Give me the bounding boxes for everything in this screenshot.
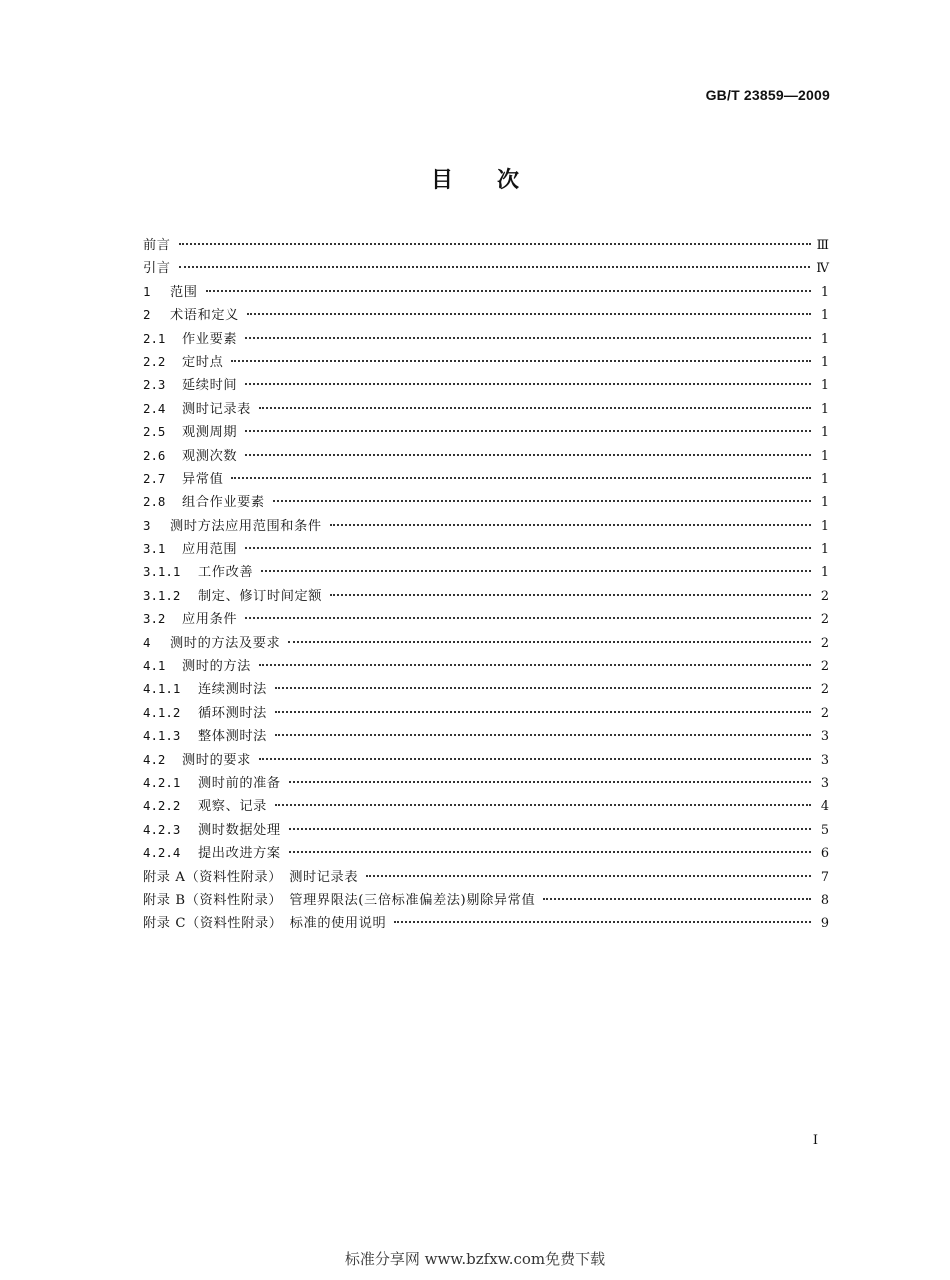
toc-entry[interactable] — [143, 678, 829, 701]
toc-entry[interactable] — [143, 632, 829, 655]
dot-leader — [275, 711, 811, 713]
toc-entry[interactable] — [143, 445, 829, 468]
toc-entry-label: 观测周期 — [182, 425, 238, 441]
dot-leader — [289, 781, 811, 783]
toc-entry-page: 1 — [820, 401, 829, 417]
dot-leader — [289, 828, 811, 830]
toc-entry-number: 3 — [143, 517, 151, 533]
dot-leader — [179, 243, 811, 245]
toc-entry-label: 定时点 — [182, 354, 224, 370]
toc-entry-page: 3 — [820, 752, 829, 768]
toc-entry[interactable] — [143, 515, 829, 538]
dot-leader — [206, 290, 811, 292]
dot-leader — [273, 500, 811, 502]
toc-entry-label: 连续测时法 — [198, 682, 267, 698]
toc-entry-number: 1 — [143, 283, 151, 299]
toc-entry-number: 4.1 — [143, 658, 166, 674]
toc-entry-page: 1 — [820, 284, 829, 300]
dot-leader — [259, 664, 811, 666]
toc-entry-page: 2 — [820, 682, 829, 698]
toc-entry-label: 制定、修订时间定额 — [198, 588, 323, 604]
toc-entry[interactable] — [143, 866, 829, 889]
toc-entry[interactable] — [143, 281, 829, 304]
toc-entry-page: 1 — [820, 425, 829, 441]
toc-entry-number: 4.2.1 — [143, 774, 181, 790]
toc-entry-label: 应用条件 — [182, 612, 238, 628]
dot-leader — [366, 875, 811, 877]
toc-entry-label: 测时的方法及要求 — [170, 635, 281, 651]
toc-entry-number: 2.6 — [143, 447, 166, 463]
dot-leader — [330, 594, 811, 596]
toc-entry[interactable] — [143, 421, 829, 444]
toc-entry-page: 1 — [820, 448, 829, 464]
toc-entry[interactable] — [143, 655, 829, 678]
toc-entry-number: 3.2 — [143, 611, 166, 627]
toc-entry-label: 观测次数 — [182, 448, 238, 464]
footer-watermark: 标准分享网 www.bzfxw.com免费下载 — [344, 1250, 606, 1268]
toc-entry-page: Ⅳ — [816, 261, 829, 277]
dot-leader — [275, 687, 811, 689]
toc-entry[interactable] — [143, 374, 829, 397]
toc-entry[interactable] — [143, 795, 829, 818]
toc-entry-page: 1 — [820, 331, 829, 347]
toc-entry-number: 2.2 — [143, 353, 166, 369]
toc-entry[interactable] — [143, 257, 829, 280]
toc-entry-page: 3 — [820, 775, 829, 791]
toc-entry[interactable] — [143, 328, 829, 351]
toc-entry-label: 提出改进方案 — [198, 846, 281, 862]
toc-entry-number: 4.2.4 — [143, 845, 181, 861]
toc-entry-label: 组合作业要素 — [182, 495, 265, 511]
toc-entry[interactable] — [143, 725, 829, 748]
toc-entry-label: 应用范围 — [182, 542, 238, 558]
dot-leader — [261, 570, 811, 572]
toc-entry-label: 异常值 — [182, 471, 224, 487]
toc-entry-page: 1 — [820, 518, 829, 534]
toc-entry-number: 4.2.3 — [143, 821, 181, 837]
toc-entry-page: 1 — [820, 495, 829, 511]
toc-entry[interactable] — [143, 772, 829, 795]
toc-entry-number: 2.4 — [143, 400, 166, 416]
toc-entry[interactable] — [143, 912, 829, 935]
toc-entry-number: 4.1.3 — [143, 728, 181, 744]
toc-entry-label: 附录 A（资料性附录） 测时记录表 — [143, 869, 359, 885]
dot-leader — [245, 430, 811, 432]
toc-entry-label: 测时前的准备 — [198, 775, 281, 791]
dot-leader — [247, 313, 811, 315]
dot-leader — [289, 851, 811, 853]
toc-entry-label: 测时的要求 — [182, 752, 251, 768]
toc-entry-label: 附录 C（资料性附录） 标准的使用说明 — [143, 916, 387, 932]
toc-entry-page: 2 — [820, 635, 829, 651]
toc-entry-number: 4 — [143, 634, 151, 650]
toc-entry-number: 3.1 — [143, 541, 166, 557]
toc-entry-label: 引言 — [143, 261, 171, 277]
toc-entry-label: 工作改善 — [198, 565, 254, 581]
toc-title-char-2: 次 — [497, 167, 520, 193]
toc-entry[interactable] — [143, 608, 829, 631]
toc-entry-label: 延续时间 — [182, 378, 238, 394]
toc-entry-label: 观察、记录 — [198, 799, 267, 815]
dot-leader — [245, 383, 811, 385]
toc-entry[interactable] — [143, 538, 829, 561]
toc-title — [0, 163, 950, 194]
table-of-contents — [143, 234, 829, 936]
toc-entry-page: 8 — [820, 892, 829, 908]
toc-entry-page: 2 — [820, 612, 829, 628]
toc-entry[interactable] — [143, 819, 829, 842]
toc-entry[interactable] — [143, 468, 829, 491]
dot-leader — [394, 921, 811, 923]
dot-leader — [231, 477, 811, 479]
dot-leader — [275, 734, 811, 736]
toc-entry-number: 2.5 — [143, 424, 166, 440]
toc-entry-page: 1 — [820, 308, 829, 324]
page-number: I — [812, 1133, 818, 1148]
toc-entry-page: 1 — [820, 471, 829, 487]
toc-entry-label: 测时方法应用范围和条件 — [170, 518, 322, 534]
dot-leader — [259, 758, 811, 760]
toc-entry-label: 测时记录表 — [182, 401, 251, 417]
toc-entry-number: 4.2 — [143, 751, 166, 767]
toc-entry-page: 2 — [820, 659, 829, 675]
toc-entry-number: 4.1.1 — [143, 681, 181, 697]
toc-entry[interactable] — [143, 889, 829, 912]
toc-entry-page: 6 — [820, 846, 829, 862]
toc-entry[interactable] — [143, 351, 829, 374]
toc-entry-number: 4.1.2 — [143, 704, 181, 720]
toc-entry-label: 术语和定义 — [170, 308, 239, 324]
toc-entry-number: 2.7 — [143, 470, 166, 486]
toc-entry-label: 范围 — [170, 284, 198, 300]
dot-leader — [245, 617, 811, 619]
dot-leader — [330, 524, 811, 526]
toc-entry-label: 作业要素 — [182, 331, 238, 347]
toc-entry[interactable] — [143, 398, 829, 421]
toc-entry-label: 附录 B（资料性附录） 管理界限法(三倍标准偏差法)剔除异常值 — [143, 892, 536, 908]
toc-entry-page: 2 — [820, 705, 829, 721]
toc-entry-page: 9 — [820, 916, 829, 932]
toc-title-char-1: 目 — [430, 167, 453, 193]
toc-entry[interactable] — [143, 702, 829, 725]
toc-entry-page: 1 — [820, 565, 829, 581]
dot-leader — [543, 898, 811, 900]
toc-entry-number: 2.8 — [143, 494, 166, 510]
toc-entry-label: 测时的方法 — [182, 659, 251, 675]
dot-leader — [275, 804, 811, 806]
toc-entry[interactable] — [143, 842, 829, 865]
toc-entry-page: Ⅲ — [816, 238, 829, 253]
toc-entry-label: 循环测时法 — [198, 705, 267, 721]
toc-entry-page: 5 — [820, 822, 829, 838]
toc-entry-label: 整体测时法 — [198, 729, 267, 745]
dot-leader — [288, 641, 811, 643]
dot-leader — [245, 454, 811, 456]
toc-entry-number: 2.3 — [143, 377, 166, 393]
toc-entry-page: 1 — [820, 354, 829, 370]
toc-entry-number: 3.1.1 — [143, 564, 181, 580]
toc-entry-page: 2 — [820, 588, 829, 604]
toc-entry-page: 4 — [820, 799, 829, 815]
dot-leader — [231, 360, 811, 362]
toc-entry-number: 3.1.2 — [143, 587, 181, 603]
toc-entry-page: 1 — [820, 542, 829, 558]
toc-entry[interactable] — [143, 304, 829, 327]
toc-entry[interactable] — [143, 234, 829, 257]
toc-entry-number: 2 — [143, 307, 151, 323]
toc-entry[interactable] — [143, 561, 829, 584]
toc-entry-page: 7 — [820, 869, 829, 885]
toc-entry-number: 2.1 — [143, 330, 166, 346]
toc-entry[interactable] — [143, 491, 829, 514]
dot-leader — [259, 407, 811, 409]
standard-code: GB/T 23859—2009 — [705, 87, 830, 103]
toc-entry-label: 测时数据处理 — [198, 822, 281, 838]
toc-entry-page: 1 — [820, 378, 829, 394]
toc-entry-number: 4.2.2 — [143, 798, 181, 814]
toc-entry[interactable] — [143, 749, 829, 772]
toc-entry-page: 3 — [820, 729, 829, 745]
dot-leader — [245, 337, 811, 339]
toc-entry[interactable] — [143, 585, 829, 608]
toc-entry-label: 前言 — [143, 238, 171, 253]
dot-leader — [245, 547, 811, 549]
dot-leader — [179, 266, 811, 268]
